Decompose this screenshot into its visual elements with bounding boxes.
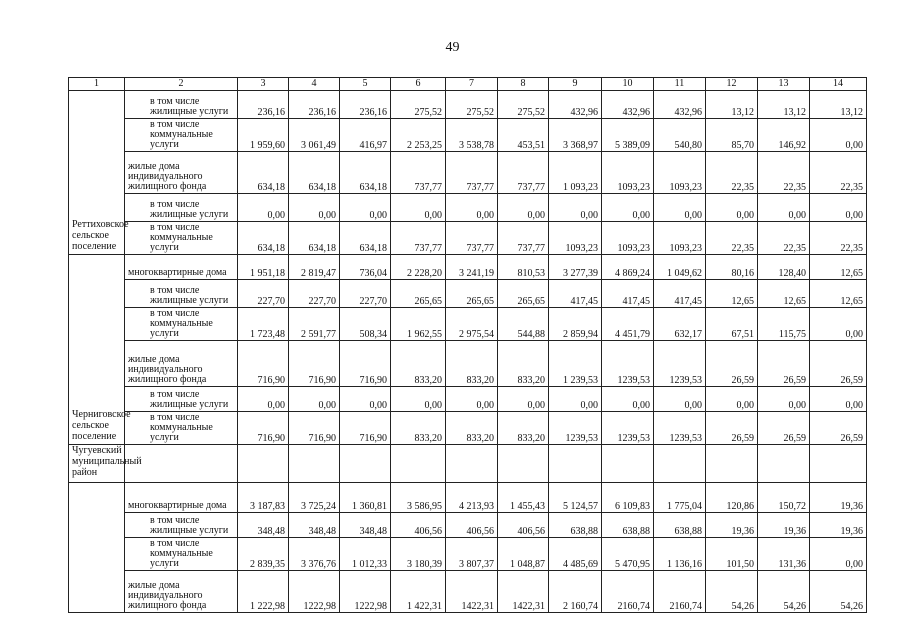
value-cell: 22,35: [758, 222, 810, 255]
value-cell: 3 586,95: [391, 483, 446, 513]
column-header: 9: [549, 78, 602, 91]
value-cell: 1 012,33: [340, 538, 391, 571]
value-cell: 54,26: [758, 571, 810, 613]
value-cell: 22,35: [706, 222, 758, 255]
value-cell: 737,77: [391, 152, 446, 194]
value-cell: 540,80: [654, 119, 706, 152]
value-cell: 0,00: [602, 194, 654, 222]
value-cell: 2 839,35: [238, 538, 289, 571]
category-label: [125, 483, 238, 513]
value-cell: 2 819,47: [289, 255, 340, 280]
value-cell: 2 975,54: [446, 308, 498, 341]
value-cell: 544,88: [498, 308, 549, 341]
value-cell: 638,88: [654, 513, 706, 538]
region-name: Черниговское сельское поселение: [69, 255, 125, 445]
category-label: [125, 152, 238, 194]
value-cell: 3 277,39: [549, 255, 602, 280]
category-label: [125, 194, 238, 222]
value-cell: 26,59: [706, 412, 758, 445]
column-header: 12: [706, 78, 758, 91]
value-cell: 2160,74: [654, 571, 706, 613]
value-cell: 1093,23: [602, 152, 654, 194]
column-header: 11: [654, 78, 706, 91]
value-cell: 0,00: [391, 194, 446, 222]
value-cell: 0,00: [446, 387, 498, 412]
value-cell: [498, 445, 549, 483]
value-cell: 13,12: [706, 91, 758, 119]
value-cell: 406,56: [446, 513, 498, 538]
value-cell: 0,00: [810, 387, 867, 412]
value-cell: 348,48: [289, 513, 340, 538]
value-cell: 0,00: [340, 194, 391, 222]
value-cell: 54,26: [810, 571, 867, 613]
value-cell: [654, 445, 706, 483]
value-cell: 1422,31: [446, 571, 498, 613]
value-cell: 5 389,09: [602, 119, 654, 152]
value-cell: 0,00: [238, 194, 289, 222]
region-name: Реттиховское сельское поселение: [69, 91, 125, 255]
table-row: [69, 119, 867, 152]
value-cell: 810,53: [498, 255, 549, 280]
column-header: 4: [289, 78, 340, 91]
value-cell: 737,77: [498, 222, 549, 255]
value-cell: 1 093,23: [549, 152, 602, 194]
value-cell: 275,52: [391, 91, 446, 119]
value-cell: 2 591,77: [289, 308, 340, 341]
value-cell: 131,36: [758, 538, 810, 571]
value-cell: 716,90: [238, 341, 289, 387]
value-cell: 13,12: [810, 91, 867, 119]
category-text: в том числе жилищные услуги: [150, 389, 229, 410]
category-text: в том числе коммунальные услуги: [150, 222, 213, 253]
category-text: многоквартирные дома: [128, 267, 227, 278]
value-cell: 1239,53: [654, 341, 706, 387]
table-row: [69, 91, 867, 119]
category-label: [125, 308, 238, 341]
value-cell: 80,16: [706, 255, 758, 280]
value-cell: 0,00: [706, 387, 758, 412]
category-text: в том числе жилищные услуги: [150, 515, 229, 536]
table-row: [69, 152, 867, 194]
value-cell: 716,90: [340, 412, 391, 445]
value-cell: [340, 445, 391, 483]
value-cell: 1239,53: [602, 341, 654, 387]
value-cell: 0,00: [654, 387, 706, 412]
category-text: в том числе коммунальные услуги: [150, 412, 213, 443]
column-header: 2: [125, 78, 238, 91]
value-cell: 348,48: [340, 513, 391, 538]
category-text: в том числе коммунальные услуги: [150, 538, 213, 569]
value-cell: 1239,53: [654, 412, 706, 445]
value-cell: 19,36: [810, 483, 867, 513]
value-cell: 1 455,43: [498, 483, 549, 513]
category-text: в том числе коммунальные услуги: [150, 308, 213, 339]
category-text: жилые дома индивидуального жилищного фонда: [128, 580, 207, 611]
value-cell: 3 725,24: [289, 483, 340, 513]
value-cell: 19,36: [810, 513, 867, 538]
value-cell: 4 869,24: [602, 255, 654, 280]
value-cell: 265,65: [498, 280, 549, 308]
value-cell: 432,96: [549, 91, 602, 119]
value-cell: 13,12: [758, 91, 810, 119]
column-header: 3: [238, 78, 289, 91]
value-cell: 12,65: [810, 280, 867, 308]
category-text: жилые дома индивидуального жилищного фонда: [128, 354, 207, 385]
value-cell: 348,48: [238, 513, 289, 538]
value-cell: 128,40: [758, 255, 810, 280]
category-label: [125, 91, 238, 119]
value-cell: 4 213,93: [446, 483, 498, 513]
table-row: [69, 412, 867, 445]
value-cell: 1 959,60: [238, 119, 289, 152]
value-cell: 1422,31: [498, 571, 549, 613]
category-text: в том числе коммунальные услуги: [150, 119, 213, 150]
column-header: 1: [69, 78, 125, 91]
value-cell: 737,77: [446, 152, 498, 194]
value-cell: 634,18: [238, 222, 289, 255]
column-header: 5: [340, 78, 391, 91]
table-row: [69, 222, 867, 255]
value-cell: 0,00: [498, 387, 549, 412]
category-text: в том числе жилищные услуги: [150, 285, 229, 306]
value-cell: 1093,23: [549, 222, 602, 255]
category-label: [125, 222, 238, 255]
value-cell: 26,59: [810, 341, 867, 387]
value-cell: 833,20: [498, 412, 549, 445]
value-cell: 737,77: [446, 222, 498, 255]
value-cell: 833,20: [446, 412, 498, 445]
value-cell: 716,90: [289, 341, 340, 387]
value-cell: 236,16: [238, 91, 289, 119]
value-cell: 0,00: [549, 387, 602, 412]
value-cell: 12,65: [706, 280, 758, 308]
table-row: [69, 445, 867, 483]
value-cell: 0,00: [654, 194, 706, 222]
table-row: [69, 538, 867, 571]
value-cell: 1 222,98: [238, 571, 289, 613]
value-cell: 3 241,19: [446, 255, 498, 280]
value-cell: [706, 445, 758, 483]
column-header: 14: [810, 78, 867, 91]
value-cell: 236,16: [289, 91, 340, 119]
category-label: [125, 280, 238, 308]
value-cell: 406,56: [391, 513, 446, 538]
value-cell: 1 136,16: [654, 538, 706, 571]
value-cell: 1 422,31: [391, 571, 446, 613]
value-cell: 2 228,20: [391, 255, 446, 280]
region-name: [69, 483, 125, 613]
value-cell: 3 187,83: [238, 483, 289, 513]
value-cell: 1222,98: [289, 571, 340, 613]
value-cell: 736,04: [340, 255, 391, 280]
value-cell: 227,70: [238, 280, 289, 308]
value-cell: 22,35: [810, 222, 867, 255]
table-row: [69, 387, 867, 412]
value-cell: 0,00: [289, 387, 340, 412]
column-header: 6: [391, 78, 446, 91]
table-row: [69, 483, 867, 513]
value-cell: 634,18: [340, 222, 391, 255]
value-cell: 833,20: [498, 341, 549, 387]
table-row: [69, 308, 867, 341]
data-table: [68, 77, 867, 613]
value-cell: 0,00: [498, 194, 549, 222]
value-cell: 275,52: [446, 91, 498, 119]
value-cell: 2 160,74: [549, 571, 602, 613]
value-cell: 26,59: [758, 412, 810, 445]
value-cell: 1093,23: [602, 222, 654, 255]
value-cell: 1239,53: [549, 412, 602, 445]
value-cell: 1 239,53: [549, 341, 602, 387]
value-cell: [602, 445, 654, 483]
value-cell: 0,00: [549, 194, 602, 222]
value-cell: 236,16: [340, 91, 391, 119]
value-cell: 634,18: [289, 152, 340, 194]
value-cell: 1 962,55: [391, 308, 446, 341]
value-cell: 1 360,81: [340, 483, 391, 513]
value-cell: 432,96: [602, 91, 654, 119]
table-row: [69, 194, 867, 222]
value-cell: 453,51: [498, 119, 549, 152]
value-cell: 0,00: [289, 194, 340, 222]
value-cell: 12,65: [810, 255, 867, 280]
value-cell: [391, 445, 446, 483]
column-header: 7: [446, 78, 498, 91]
value-cell: 0,00: [340, 387, 391, 412]
value-cell: [238, 445, 289, 483]
value-cell: 1093,23: [654, 222, 706, 255]
page-number: 49: [445, 40, 460, 55]
value-cell: 22,35: [706, 152, 758, 194]
value-cell: 0,00: [758, 194, 810, 222]
value-cell: 150,72: [758, 483, 810, 513]
value-cell: 1 951,18: [238, 255, 289, 280]
column-header: 10: [602, 78, 654, 91]
category-label: [125, 341, 238, 387]
column-header: 13: [758, 78, 810, 91]
value-cell: 101,50: [706, 538, 758, 571]
value-cell: 19,36: [706, 513, 758, 538]
value-cell: 146,92: [758, 119, 810, 152]
value-cell: 265,65: [446, 280, 498, 308]
value-cell: 1 049,62: [654, 255, 706, 280]
value-cell: 0,00: [391, 387, 446, 412]
value-cell: 0,00: [758, 387, 810, 412]
value-cell: 4 485,69: [549, 538, 602, 571]
value-cell: 3 807,37: [446, 538, 498, 571]
value-cell: 26,59: [706, 341, 758, 387]
category-text: в том числе жилищные услуги: [150, 199, 229, 220]
value-cell: 1 723,48: [238, 308, 289, 341]
value-cell: [446, 445, 498, 483]
value-cell: [758, 445, 810, 483]
value-cell: 0,00: [810, 194, 867, 222]
category-label: [125, 387, 238, 412]
value-cell: [289, 445, 340, 483]
category-label: [125, 538, 238, 571]
value-cell: 3 368,97: [549, 119, 602, 152]
value-cell: 22,35: [758, 152, 810, 194]
value-cell: 417,45: [602, 280, 654, 308]
value-cell: 54,26: [706, 571, 758, 613]
value-cell: 508,34: [340, 308, 391, 341]
value-cell: 120,86: [706, 483, 758, 513]
value-cell: 5 470,95: [602, 538, 654, 571]
value-cell: 634,18: [238, 152, 289, 194]
value-cell: 417,45: [654, 280, 706, 308]
value-cell: [810, 445, 867, 483]
value-cell: 416,97: [340, 119, 391, 152]
value-cell: 3 180,39: [391, 538, 446, 571]
value-cell: 833,20: [391, 341, 446, 387]
region-name: Чугуевский муниципальный район: [69, 445, 125, 483]
value-cell: 1222,98: [340, 571, 391, 613]
value-cell: 67,51: [706, 308, 758, 341]
value-cell: 432,96: [654, 91, 706, 119]
value-cell: 634,18: [340, 152, 391, 194]
value-cell: 0,00: [238, 387, 289, 412]
table-body: [69, 78, 867, 613]
value-cell: 638,88: [549, 513, 602, 538]
category-label: [125, 571, 238, 613]
value-cell: 1 048,87: [498, 538, 549, 571]
value-cell: 22,35: [810, 152, 867, 194]
table-row: [69, 571, 867, 613]
value-cell: 3 538,78: [446, 119, 498, 152]
value-cell: [549, 445, 602, 483]
value-cell: 4 451,79: [602, 308, 654, 341]
value-cell: 26,59: [758, 341, 810, 387]
value-cell: 85,70: [706, 119, 758, 152]
category-label: [125, 412, 238, 445]
value-cell: 3 376,76: [289, 538, 340, 571]
column-header: 8: [498, 78, 549, 91]
table-row: [69, 255, 867, 280]
table-row: [69, 341, 867, 387]
value-cell: 0,00: [446, 194, 498, 222]
table-row: [69, 280, 867, 308]
value-cell: 632,17: [654, 308, 706, 341]
table-row: [69, 513, 867, 538]
value-cell: 833,20: [446, 341, 498, 387]
value-cell: 26,59: [810, 412, 867, 445]
value-cell: 0,00: [602, 387, 654, 412]
value-cell: 737,77: [498, 152, 549, 194]
value-cell: 0,00: [810, 538, 867, 571]
category-text: в том числе жилищные услуги: [150, 96, 229, 117]
value-cell: 833,20: [391, 412, 446, 445]
value-cell: 2 859,94: [549, 308, 602, 341]
value-cell: 2160,74: [602, 571, 654, 613]
value-cell: 19,36: [758, 513, 810, 538]
value-cell: 417,45: [549, 280, 602, 308]
value-cell: 265,65: [391, 280, 446, 308]
category-label: [125, 513, 238, 538]
value-cell: 716,90: [340, 341, 391, 387]
value-cell: 3 061,49: [289, 119, 340, 152]
value-cell: 275,52: [498, 91, 549, 119]
value-cell: 716,90: [289, 412, 340, 445]
category-label: [125, 119, 238, 152]
value-cell: 115,75: [758, 308, 810, 341]
value-cell: 1239,53: [602, 412, 654, 445]
category-text: жилые дома индивидуального жилищного фонда: [128, 161, 207, 192]
value-cell: 2 253,25: [391, 119, 446, 152]
value-cell: 6 109,83: [602, 483, 654, 513]
value-cell: 0,00: [810, 308, 867, 341]
value-cell: 227,70: [289, 280, 340, 308]
value-cell: 12,65: [758, 280, 810, 308]
value-cell: 634,18: [289, 222, 340, 255]
value-cell: 227,70: [340, 280, 391, 308]
value-cell: 5 124,57: [549, 483, 602, 513]
value-cell: 716,90: [238, 412, 289, 445]
header-row: [69, 78, 867, 91]
value-cell: 1 775,04: [654, 483, 706, 513]
value-cell: 0,00: [810, 119, 867, 152]
category-text: многоквартирные дома: [128, 500, 227, 511]
value-cell: 1093,23: [654, 152, 706, 194]
value-cell: 737,77: [391, 222, 446, 255]
value-cell: 406,56: [498, 513, 549, 538]
value-cell: 0,00: [706, 194, 758, 222]
category-label: [125, 255, 238, 280]
value-cell: 638,88: [602, 513, 654, 538]
